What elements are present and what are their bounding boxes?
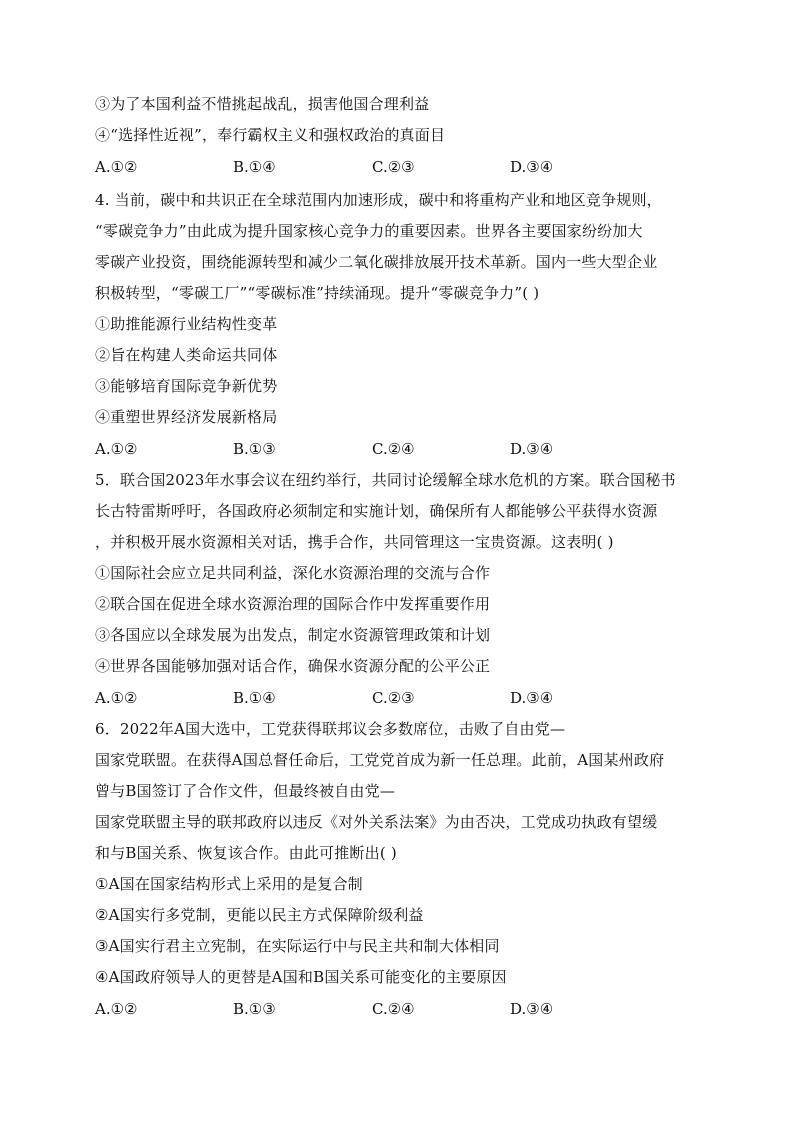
q5-stem-line-2: 长古特雷斯呼吁，各国政府必须制定和实施计划，确保所有人都能够公平获得水资源 — [95, 502, 658, 520]
q4-stem-line-1: 4. 当前，碳中和共识正在全球范围内加速形成，碳中和将重构产业和地区竞争规则， — [95, 191, 662, 209]
q6-stem-line-4: 国家党联盟主导的联邦政府以违反《对外关系法案》为由否决，工党成功执政有望缓 — [95, 813, 658, 831]
q6-stem-line-1: 6．2022年A国大选中，工党获得联邦议会多数席位，击败了自由党— — [95, 720, 566, 738]
q6-item-4: ④A国政府领导人的更替是A国和B国关系可能变化的主要原因 — [95, 968, 507, 986]
q5-option-a[interactable]: A.①② — [95, 689, 138, 707]
q6-item-3: ③A国实行君主立宪制，在实际运行中与民主共和制大体相同 — [95, 937, 500, 955]
q6-option-b[interactable]: B.①③ — [233, 1000, 276, 1018]
q3-option-a[interactable]: A.①② — [95, 158, 138, 176]
q5-option-c[interactable]: C.②③ — [372, 689, 415, 707]
q5-stem-line-3: ，并积极开展水资源相关对话，携手合作，共同管理这一宝贵资源。这表明( ) — [95, 533, 614, 551]
q6-item-2: ②A国实行多党制，更能以民主方式保障阶级利益 — [95, 906, 424, 924]
q3-option-b[interactable]: B.①④ — [233, 158, 276, 176]
q6-stem-line-2: 国家党联盟。在获得A国总督任命后，工党党首成为新一任总理。此前，A国某州政府 — [95, 751, 665, 769]
q4-item-3: ③能够培育国际竞争新优势 — [95, 377, 278, 395]
q4-option-d[interactable]: D.③④ — [510, 440, 554, 458]
q6-stem-line-3: 曾与B国签订了合作文件，但最终被自由党— — [95, 782, 396, 800]
q3-options — [95, 157, 695, 177]
q3-item-4: ④“选择性近视”，奉行霸权主义和强权政治的真面目 — [95, 126, 446, 144]
q4-item-1: ①助推能源行业结构性变革 — [95, 315, 278, 333]
q4-option-a[interactable]: A.①② — [95, 440, 138, 458]
q6-item-1: ①A国在国家结构形式上采用的是复合制 — [95, 875, 363, 893]
q5-stem-line-1: 5．联合国2023年水事会议在纽约举行，共同讨论缓解全球水危机的方案。联合国秘书 — [95, 471, 676, 489]
q3-item-3: ③为了本国利益不惜挑起战乱，损害他国合理利益 — [95, 95, 430, 113]
q4-stem-line-3: 零碳产业投资，围绕能源转型和减少二氧化碳排放展开技术革新。国内一些大型企业 — [95, 253, 658, 271]
q5-item-3: ③各国应以全球发展为出发点，制定水资源管理政策和计划 — [95, 626, 491, 644]
q5-option-d[interactable]: D.③④ — [510, 689, 554, 707]
q6-option-d[interactable]: D.③④ — [510, 1000, 554, 1018]
q4-option-c[interactable]: C.②④ — [372, 440, 415, 458]
q6-stem-line-5: 和与B国关系、恢复该合作。由此可推断出( ) — [95, 844, 397, 862]
q5-option-b[interactable]: B.①④ — [233, 689, 276, 707]
q5-item-2: ②联合国在促进全球水资源治理的国际合作中发挥重要作用 — [95, 595, 491, 613]
q3-option-d[interactable]: D.③④ — [510, 158, 554, 176]
q4-item-2: ②旨在构建人类命运共同体 — [95, 346, 278, 364]
q3-option-c[interactable]: C.②③ — [372, 158, 415, 176]
q4-option-b[interactable]: B.①③ — [233, 440, 276, 458]
q6-option-c[interactable]: C.②④ — [372, 1000, 415, 1018]
q5-item-1: ①国际社会应立足共同利益，深化水资源治理的交流与合作 — [95, 564, 491, 582]
q4-stem-line-2: “零碳竞争力”由此成为提升国家核心竞争力的重要因素。世界各主要国家纷纷加大 — [95, 222, 643, 240]
q4-options — [95, 439, 695, 459]
q6-options — [95, 999, 695, 1019]
q5-options — [95, 688, 695, 708]
q5-item-4: ④世界各国能够加强对话合作，确保水资源分配的公平公正 — [95, 657, 491, 675]
q6-option-a[interactable]: A.①② — [95, 1000, 138, 1018]
q4-stem-line-4: 积极转型，“零碳工厂”“零碳标准”持续涌现。提升“零碳竞争力”( ) — [95, 284, 540, 302]
q4-item-4: ④重塑世界经济发展新格局 — [95, 408, 278, 426]
